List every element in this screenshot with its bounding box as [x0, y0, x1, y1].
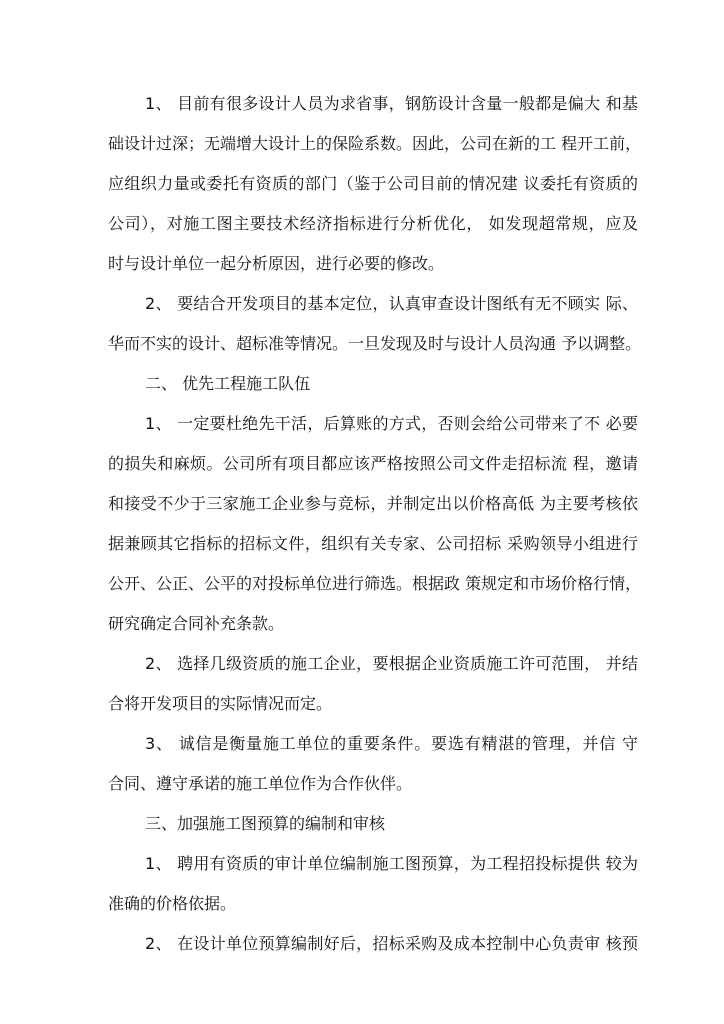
text-line: 1、 目前有很多设计人员为求省事，钢筋设计含量一般都是偏大 和基 [145, 94, 638, 113]
text-line: 据兼顾其它指标的招标文件，组织有关专家、公司招标 采购领导小组进行 [108, 534, 638, 553]
section-heading: 三、加强施工图预算的编制和审核 [145, 814, 386, 833]
text-line: 华而不实的设计、超标准等情况。一旦发现及时与设计人员沟通 予以调整。 [108, 334, 642, 353]
text-line: 的损失和麻烦。公司所有项目都应该严格按照公司文件走招标流 程，邀请 [108, 454, 638, 473]
text-line: 和接受不少于三家施工企业参与竞标，并制定出以价格高低 为主要考核依 [108, 494, 638, 513]
text-line: 公司），对施工图主要技术经济指标进行分析优化， 如发现超常规，应及 [108, 214, 638, 233]
text-line: 3、 诚信是衡量施工单位的重要条件。要选有精湛的管理，并信 守 [145, 734, 638, 753]
text-line: 公开、公正、公平的对投标单位进行筛选。根据政 策规定和市场价格行情， [108, 574, 642, 593]
text-line: 研究确定合同补充条款。 [108, 614, 285, 633]
text-line: 础设计过深；无端增大设计上的保险系数。因此，公司在新的工 程开工前， [108, 134, 642, 153]
text-line: 2、 选择几级资质的施工企业，要根据企业资质施工许可范围， 并结 [145, 654, 638, 673]
text-line: 合同、遵守承诺的施工单位作为合作伙伴。 [108, 774, 413, 793]
text-line: 时与设计单位一起分析原因，进行必要的修改。 [108, 254, 445, 273]
text-line: 应组织力量或委托有资质的部门（鉴于公司目前的情况建 议委托有资质的 [108, 174, 638, 193]
section-heading: 二、 优先工程施工队伍 [145, 374, 311, 393]
text-line: 合将开发项目的实际情况而定。 [108, 694, 333, 713]
text-line: 2、 在设计单位预算编制好后，招标采购及成本控制中心负责审 核预 [145, 934, 638, 953]
text-line: 1、 一定要杜绝先干活，后算账的方式，否则会给公司带来了不 必要 [145, 414, 638, 433]
text-line: 2、 要结合开发项目的基本定位，认真审查设计图纸有无不顾实 际、 [145, 294, 638, 313]
text-line: 准确的价格依据。 [108, 894, 237, 913]
text-line: 1、 聘用有资质的审计单位编制施工图预算，为工程招投标提供 较为 [145, 854, 638, 873]
